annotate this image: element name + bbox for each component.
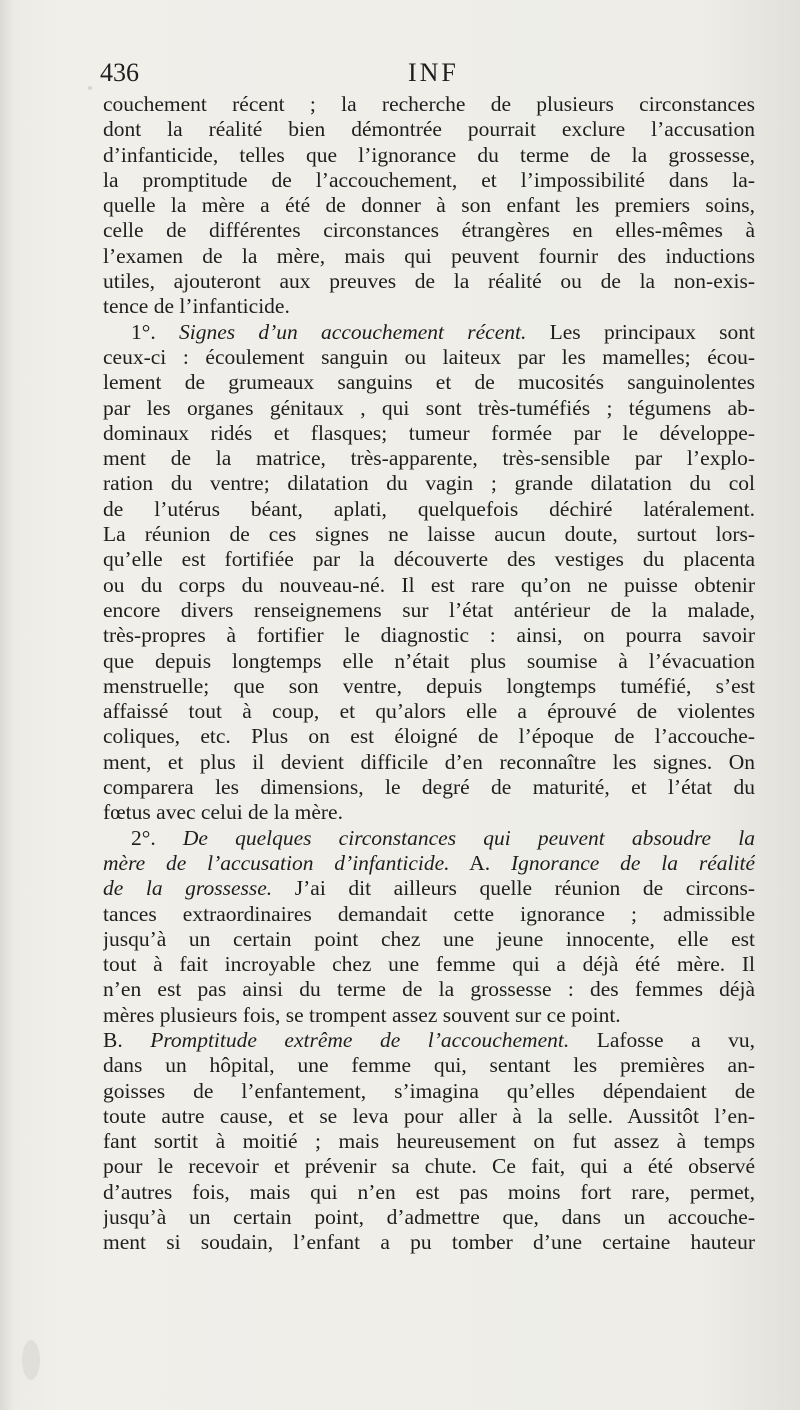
text-line: [103, 370, 755, 395]
text-line: [103, 1053, 755, 1078]
text-line: [103, 1205, 755, 1230]
page-number: 436: [100, 58, 139, 87]
text-run: très-propres à fortifier le diagnostic : ainsi, on pourra savoir: [103, 623, 755, 648]
text-run: goisses de l’enfantement, s’imagina qu’elles dépendaient de: [103, 1078, 755, 1103]
text-line: [103, 471, 755, 496]
text-line: [103, 396, 755, 421]
text-line: [103, 143, 755, 168]
text-line: [103, 244, 755, 269]
italic-text: Signes d’un accouchement récent.: [178, 319, 527, 344]
text-run: encore divers renseignemens sur l’état antérieur de la malade,: [103, 597, 755, 622]
page-header: [100, 58, 754, 92]
text-run: celle de différentes circonstances étrangères en elles-mêmes à: [103, 218, 755, 243]
text-line: [103, 674, 755, 699]
italic-text: Promptitude extrême de l’accouchement.: [150, 1027, 570, 1052]
text-run: ou du corps du nouveau-né. Il est rare qu’on ne puisse obtenir: [103, 572, 755, 597]
text-run: jusqu’à un certain point, d’admettre que, dans un accouche-: [103, 1205, 755, 1230]
text-run: ration du ventre; dilatation du vagin ; grande dilatation du col: [103, 471, 755, 496]
text-run: menstruelle; que son ventre, depuis longtemps tuméfié, s’est: [103, 673, 755, 698]
text-run: de l’utérus béant, aplati, quelquefois déchiré latéralement.: [103, 496, 755, 521]
text-run: utiles, ajouteront aux preuves de la réalité ou de la non-exis-: [103, 269, 755, 294]
paper-blemish: [88, 86, 92, 90]
text-line: [103, 750, 755, 775]
italic-text: mère de l’accusation d’infanticide.: [103, 850, 450, 875]
text-line: [103, 1129, 755, 1154]
text-line: [103, 598, 755, 623]
italic-text: Ignorance de la réalité: [510, 850, 755, 875]
text-run: ment de la matrice, très-apparente, très-sensible par l’explo-: [103, 446, 755, 471]
text-run: tence de l’infanticide.: [103, 294, 290, 319]
text-run: 2°.: [131, 825, 183, 850]
text-line: [103, 851, 755, 876]
text-run: Lafosse a vu,: [569, 1027, 755, 1052]
text-run: Les principaux sont: [526, 319, 755, 344]
text-line: [103, 699, 755, 724]
text-line: [103, 218, 755, 243]
text-line: [103, 775, 755, 800]
text-run: couchement récent ; la recherche de plusieurs circonstances: [103, 92, 755, 116]
text-run: d’infanticide, telles que l’ignorance du terme de la grossesse,: [103, 142, 755, 167]
text-line: [103, 1230, 755, 1255]
text-line: [103, 497, 755, 522]
text-run: quelle la mère a été de donner à son enfant les premiers soins,: [103, 193, 755, 218]
paper-blemish: [22, 1340, 40, 1380]
text-line: [103, 952, 755, 977]
text-run: La réunion de ces signes ne laisse aucun doute, surtout lors-: [103, 522, 755, 547]
text-line: [103, 421, 755, 446]
text-run: la promptitude de l’accouchement, et l’impossibilité dans la-: [103, 167, 755, 192]
text-line: [103, 724, 755, 749]
text-run: J’ai dit ailleurs quelle réunion de circons-: [272, 876, 755, 901]
text-line: [103, 826, 755, 851]
text-line: [103, 117, 755, 142]
text-run: dont la réalité bien démontrée pourrait exclure l’accusation: [103, 117, 755, 142]
text-run: affaissé tout à coup, et qu’alors elle a éprouvé de violentes: [103, 699, 755, 724]
text-line: [103, 1028, 755, 1053]
italic-text: De quelques circonstances qui peuvent absoudre la: [182, 825, 755, 850]
text-line: [103, 345, 755, 370]
text-run: mères plusieurs fois, se trompent assez souvent sur ce point.: [103, 1002, 621, 1027]
text-run: jusqu’à un certain point chez une jeune innocente, elle est: [103, 926, 755, 951]
text-run: pour le recevoir et prévenir sa chute. Ce fait, qui a été observé: [103, 1154, 755, 1179]
text-line: [103, 193, 755, 218]
text-run: tances extraordinaires demandait cette ignorance ; admissible: [103, 901, 755, 926]
italic-text: de la grossesse.: [103, 876, 273, 901]
text-run: 1°.: [131, 319, 179, 344]
text-line: [103, 623, 755, 648]
text-run: B.: [103, 1027, 151, 1052]
text-run: par les organes génitaux , qui sont très-tuméfiés ; tégumens ab-: [103, 395, 755, 420]
text-line: [103, 320, 755, 345]
text-run: dans un hôpital, une femme qui, sentant les premières an-: [103, 1053, 755, 1078]
text-run: fant sortit à moitié ; mais heureusement on fut assez à temps: [103, 1129, 755, 1154]
text-run: comparera les dimensions, le degré de maturité, et l’état du: [103, 775, 755, 800]
text-line: [103, 800, 755, 825]
body-text: [103, 92, 755, 1256]
text-line: [103, 446, 755, 471]
text-run: fœtus avec celui de la mère.: [103, 800, 343, 825]
text-line: [103, 1154, 755, 1179]
running-head: INF: [408, 58, 459, 87]
text-run: qu’elle est fortifiée par la découverte des vestiges du placenta: [103, 547, 755, 572]
text-line: [103, 1079, 755, 1104]
text-line: [103, 927, 755, 952]
text-run: n’en est pas ainsi du terme de la grossesse : des femmes déjà: [103, 977, 755, 1002]
text-line: [103, 522, 755, 547]
text-run: A.: [449, 850, 511, 875]
text-run: ceux-ci : écoulement sanguin ou laiteux par les mamelles; écou-: [103, 344, 755, 369]
text-run: tout à fait incroyable chez une femme qui a déjà été mère. Il: [103, 952, 755, 977]
text-run: lement de grumeaux sanguins et de mucosités sanguinolentes: [103, 370, 755, 395]
text-line: [103, 977, 755, 1002]
text-line: [103, 168, 755, 193]
text-run: coliques, etc. Plus on est éloigné de l’époque de l’accouche-: [103, 724, 755, 749]
text-run: que depuis longtemps elle n’était plus soumise à l’évacuation: [103, 648, 755, 673]
text-line: [103, 1003, 755, 1028]
text-line: [103, 649, 755, 674]
text-line: [103, 1180, 755, 1205]
text-run: d’autres fois, mais qui n’en est pas moins fort rare, permet,: [103, 1179, 755, 1204]
text-line: [103, 269, 755, 294]
text-run: ment si soudain, l’enfant a pu tomber d’une certaine hauteur: [103, 1230, 755, 1255]
text-run: dominaux ridés et flasques; tumeur formée par le développe-: [103, 420, 755, 445]
text-line: [103, 876, 755, 901]
text-line: [103, 92, 755, 117]
text-run: ment, et plus il devient difficile d’en reconnaître les signes. On: [103, 749, 755, 774]
text-run: toute autre cause, et se leva pour aller à la selle. Aussitôt l’en-: [103, 1103, 755, 1128]
text-line: [103, 547, 755, 572]
text-line: [103, 573, 755, 598]
text-line: [103, 294, 755, 319]
text-line: [103, 902, 755, 927]
text-run: l’examen de la mère, mais qui peuvent fournir des inductions: [103, 243, 755, 268]
text-line: [103, 1104, 755, 1129]
